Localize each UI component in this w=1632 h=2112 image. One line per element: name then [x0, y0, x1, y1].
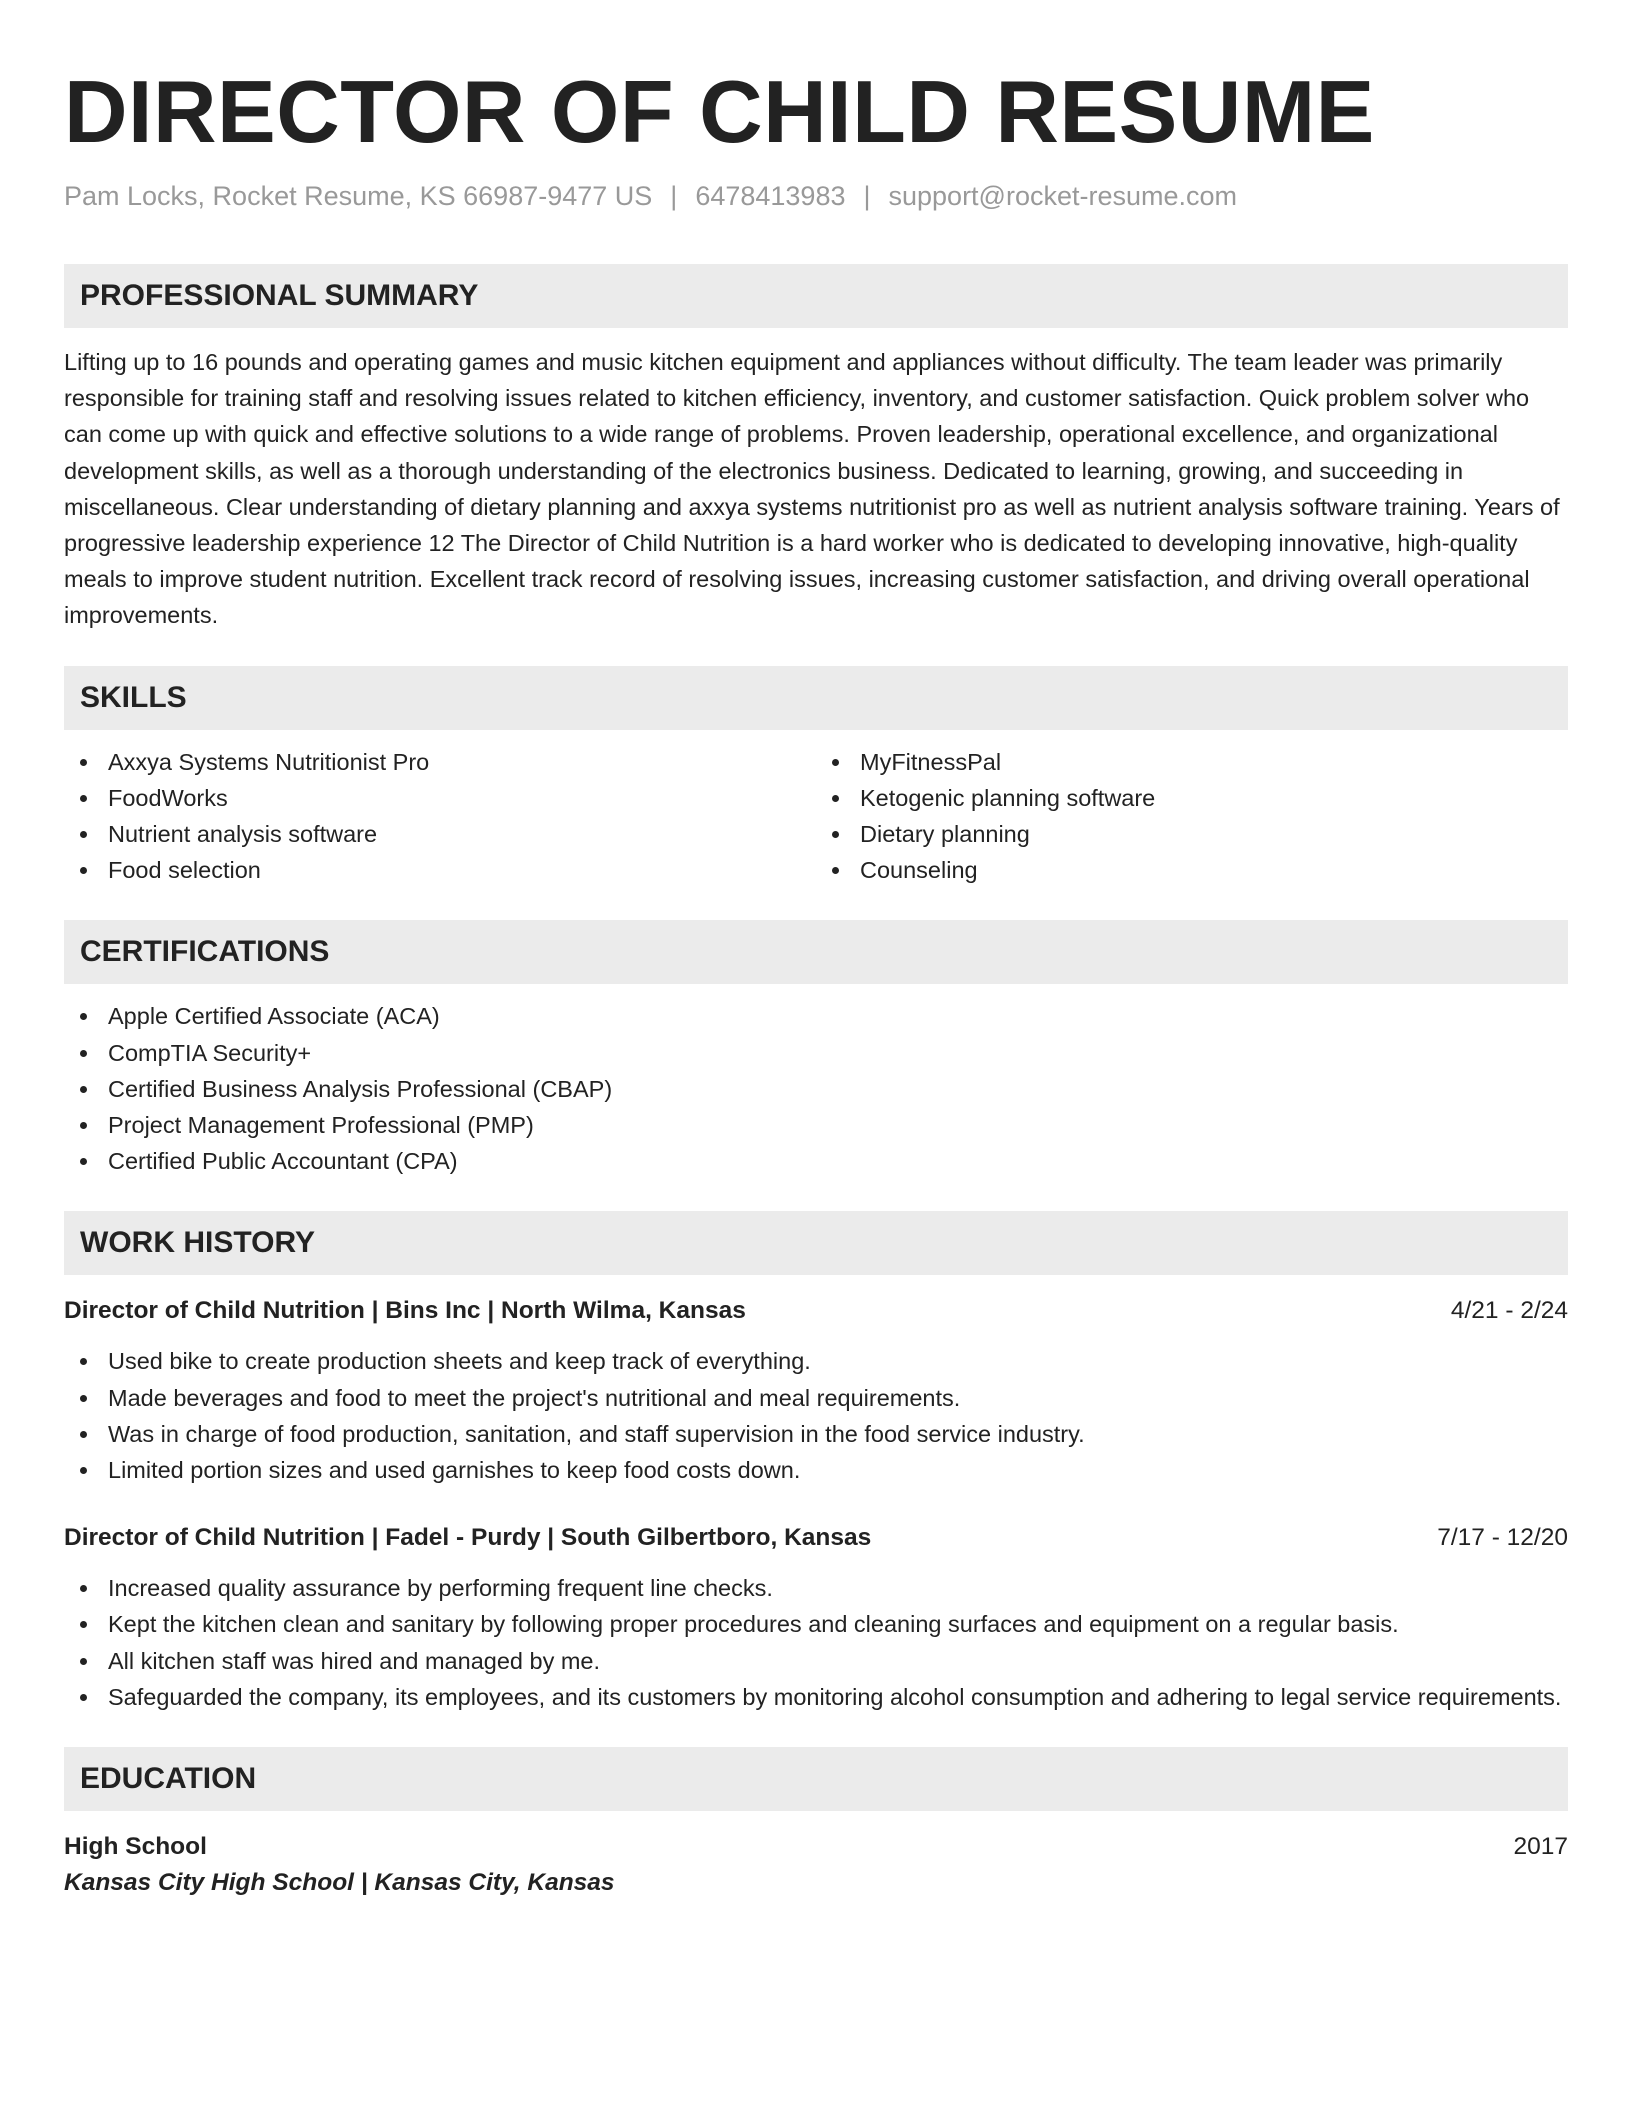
skills-list-right — [816, 744, 1568, 889]
summary-heading: PROFESSIONAL SUMMARY — [64, 264, 1568, 328]
education-header — [64, 1829, 1568, 1865]
certifications-list — [64, 998, 1568, 1179]
job-bullet: Used bike to create production sheets and keep track of everything. — [64, 1343, 1568, 1379]
contact-line — [64, 178, 1568, 214]
skills-list-left — [64, 744, 816, 889]
job-title: Director of Child Nutrition | Fadel - Purdy | South Gilbertboro, Kansas — [64, 1524, 872, 1552]
skill-item: Axxya Systems Nutritionist Pro — [64, 744, 816, 780]
work-history-heading: WORK HISTORY — [64, 1211, 1568, 1275]
job-bullet: Increased quality assurance by performing frequent line checks. — [64, 1570, 1568, 1606]
skills-grid — [64, 744, 1568, 889]
skills-heading: SKILLS — [64, 666, 1568, 730]
contact-email: support@rocket-resume.com — [888, 181, 1238, 211]
contact-address: Pam Locks, Rocket Resume, KS 66987-9477 US — [64, 181, 653, 211]
education-degree: High School — [64, 1833, 207, 1861]
job-title: Director of Child Nutrition | Bins Inc | North Wilma, Kansas — [64, 1297, 746, 1325]
certification-item: CompTIA Security+ — [64, 1035, 1568, 1071]
contact-separator: | — [670, 181, 678, 211]
job-entry — [64, 1520, 1568, 1715]
education-school: Kansas City High School | Kansas City, Kansas — [64, 1869, 615, 1897]
resume-title: DIRECTOR OF CHILD RESUME — [64, 62, 1375, 161]
skill-item: Dietary planning — [816, 816, 1568, 852]
education-year: 2017 — [1513, 1833, 1568, 1861]
skill-item: Ketogenic planning software — [816, 780, 1568, 816]
job-bullet: Made beverages and food to meet the project's nutritional and meal requirements. — [64, 1380, 1568, 1416]
certifications-heading: CERTIFICATIONS — [64, 920, 1568, 984]
job-header — [64, 1293, 1568, 1329]
contact-phone: 6478413983 — [695, 181, 846, 211]
job-bullets — [64, 1570, 1568, 1715]
skill-item: MyFitnessPal — [816, 744, 1568, 780]
skill-item: FoodWorks — [64, 780, 816, 816]
certification-item: Project Management Professional (PMP) — [64, 1107, 1568, 1143]
skill-item: Nutrient analysis software — [64, 816, 816, 852]
job-dates: 7/17 - 12/20 — [1437, 1524, 1568, 1552]
job-dates: 4/21 - 2/24 — [1450, 1297, 1568, 1325]
certification-item: Apple Certified Associate (ACA) — [64, 998, 1568, 1034]
job-bullet: All kitchen staff was hired and managed by me. — [64, 1643, 1568, 1679]
summary-text: Lifting up to 16 pounds and operating games and music kitchen equipment and appliances without difficulty. The team leader was primarily responsible for training staff and resolving issues related to kitchen efficiency, inventory, and customer satisfaction. Quick problem solver who can come up with quick and effective solutions to a wide range of problems. Proven leadership, operational excellence, and organizational development skills, as well as a thorough understanding of the electronics business. Dedicated to learning, growing, and succeeding in miscellaneous. Clear understanding of dietary planning and axxya systems nutritionist pro as well as nutrient analysis software training. Years of progressive leadership experience 12 The Director of Child Nutrition is a hard worker who is dedicated to developing innovative, high-quality meals to improve student nutrition. Excellent track record of resolving issues, increasing customer satisfaction, and driving overall operational improvements. — [64, 349, 1560, 629]
job-bullets — [64, 1343, 1568, 1488]
education-heading: EDUCATION — [64, 1747, 1568, 1811]
job-bullet: Safeguarded the company, its employees, and its customers by monitoring alcohol consumption and adhering to legal service requirements. — [64, 1679, 1568, 1715]
job-bullet: Was in charge of food production, sanitation, and staff supervision in the food service industry. — [64, 1416, 1568, 1452]
job-bullet: Kept the kitchen clean and sanitary by following proper procedures and cleaning surfaces and equipment on a regular basis. — [64, 1606, 1568, 1642]
job-entry — [64, 1293, 1568, 1488]
certification-item: Certified Business Analysis Professional (CBAP) — [64, 1071, 1568, 1107]
skill-item: Counseling — [816, 852, 1568, 888]
skill-item: Food selection — [64, 852, 816, 888]
job-header — [64, 1520, 1568, 1556]
job-bullet: Limited portion sizes and used garnishes to keep food costs down. — [64, 1452, 1568, 1488]
contact-separator: | — [863, 181, 871, 211]
certification-item: Certified Public Accountant (CPA) — [64, 1143, 1568, 1179]
